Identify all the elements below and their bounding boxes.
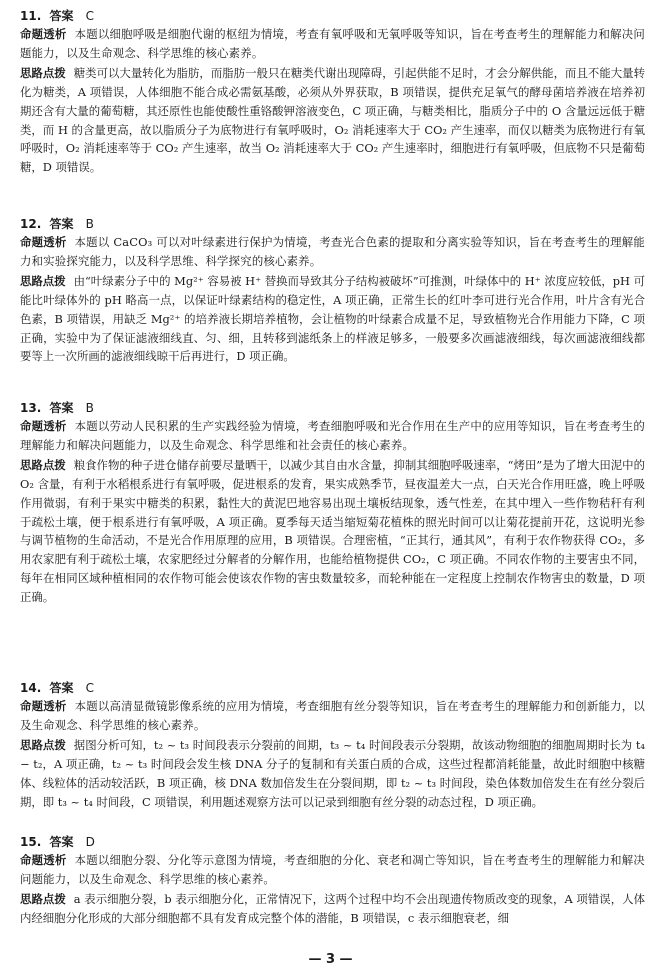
- question-13: [20, 400, 645, 607]
- tips-label: 思路点拨: [20, 457, 66, 472]
- analysis-label: 命题透析: [20, 853, 67, 867]
- question-11: [20, 8, 645, 177]
- tips-label: 思路点拨: [20, 65, 66, 80]
- answer-value: D: [85, 835, 95, 849]
- analysis-paragraph: [20, 851, 645, 889]
- answer-line: [20, 400, 645, 416]
- analysis-paragraph: [20, 25, 645, 63]
- tips-label: 思路点拨: [20, 273, 66, 288]
- answer-line: [20, 216, 645, 232]
- answer-label: 答案: [49, 681, 74, 695]
- analysis-text: 本题以劳动人民积累的生产实践经验为情境，考查细胞呼吸和光合作用在生产中的应用等知识，旨在考查考生的理解能力和解决问题能力，以及生命观念、科学思维和社会责任的核心素养。: [20, 419, 645, 452]
- tips-text: a 表示细胞分裂，b 表示细胞分化，正常情况下，这两个过程中均不会出现遗传物质改变的现象，A 项错误，人体内经细胞分化形成的大部分细胞都不具有发育成完整个体的潜能，B 项错误，c 表示细胞衰老，细: [20, 891, 645, 925]
- tips-label: 思路点拨: [20, 737, 66, 752]
- tips-paragraph: [20, 64, 645, 177]
- analysis-label: 命题透析: [20, 699, 67, 713]
- question-12: [20, 216, 645, 366]
- answer-line: [20, 8, 645, 24]
- analysis-label: 命题透析: [20, 235, 67, 249]
- analysis-text: 本题以细胞分裂、分化等示意图为情境，考查细胞的分化、衰老和凋亡等知识，旨在考查考生的理解能力和解决问题能力，以及生命观念、科学思维的核心素养。: [20, 853, 645, 886]
- tips-text: 粮食作物的种子进仓储存前要尽量晒干，以减少其自由水含量，抑制其细胞呼吸速率，“烤田”是为了增大田泥中的 O₂ 含量，有利于水稻根系进行有氧呼吸，促进根系的发育，果实成熟季节，昼夜温差大一点，白天光合作用旺盛，晚上呼吸作用微弱，有利于果实中糖类的积累，黏性大的黄泥巴地容易出现土壤板结现象，透气性差，在其中埋入一些作物秸秆有利于疏松土壤，便于根系进行有氧呼吸，A 项正确。夏季每天适当缩短菊花植株的照光时间可以让菊花提前开花，这说明光参与调节植物的生命活动，不是光合作用原理的应用，B 项错误。合理密植，“正其行，通其风”，有利于农作物获得 CO₂，多用农家肥有利于疏松土壤，农家肥经过分解者的分解作用，也能给植物提供 CO₂，C 项正确。不同农作物的主要害虫不同，每年在相同区域种植相同的农作物可能会使该农作物的害虫数量较多，而轮种能在一定程度上控制农作物害虫的数量，D 项正确。: [20, 457, 645, 605]
- tips-paragraph: [20, 890, 645, 928]
- tips-paragraph: [20, 272, 645, 367]
- analysis-text: 本题以细胞呼吸是细胞代谢的枢纽为情境，考查有氧呼吸和无氧呼吸等知识，旨在考查考生的理解能力和解决问题能力，以及生命观念、科学思维的核心素养。: [20, 27, 645, 60]
- analysis-paragraph: [20, 417, 645, 455]
- page-number: — 3 —: [308, 952, 353, 967]
- tips-paragraph: [20, 456, 645, 607]
- analysis-paragraph: [20, 233, 645, 271]
- question-number: 12.: [20, 217, 42, 231]
- tips-text: 糖类可以大量转化为脂肪，而脂肪一般只在糖类代谢出现障碍，引起供能不足时，才会分解供能，而且不能大量转化为糖类，A 项错误，人体细胞不能合成必需氨基酸，必须从外界获取，B 项错误，提供充足氧气的酵母菌培养液在培养初期还含有大量的葡萄糖，其还原性也能使酸性重铬酸钾溶液变色，C 项正确，与糖类相比，脂质分子中的 O 含量远远低于糖类，而 H 的含量更高，故以脂质分子为底物进行有氧呼吸时，O₂ 消耗速率大于 CO₂ 产生速率，而仅以糖类为底物进行有氧呼吸时，O₂ 消耗速率等于 CO₂ 产生速率，故当 O₂ 消耗速率大于 CO₂ 产生速率时，细胞进行有氧呼吸，但底物不只是葡萄糖，D 项错误。: [20, 65, 645, 175]
- analysis-text: 本题以 CaCO₃ 可以对叶绿素进行保护为情境，考查光合色素的提取和分离实验等知识，旨在考查考生的理解能力和实验探究能力，以及科学思维、科学探究的核心素养。: [20, 235, 645, 268]
- question-15: [20, 834, 645, 928]
- answer-label: 答案: [49, 401, 74, 415]
- analysis-label: 命题透析: [20, 27, 67, 41]
- answer-line: [20, 680, 645, 696]
- answer-value: C: [85, 9, 95, 23]
- tips-text: 据图分析可知，t₂ ~ t₃ 时间段表示分裂前的间期，t₃ ~ t₄ 时间段表示分裂期，故该动物细胞的细胞周期时长为 t₄ − t₂，A 项正确，t₂ ~ t₃ 时间段会发生核 DNA 分子的复制和有关蛋白质的合成，这些过程都消耗能量，故此时细胞中核糖体、线粒体的活动较活跃，B 项正确，核 DNA 数加倍发生在分裂间期，即 t₂ ~ t₃ 时间段，染色体数加倍发生在有丝分裂后期，即 t₃ ~ t₄ 时间段，C 项错误，利用题述观察方法可以记录到细胞有丝分裂的动态过程，D 项正确。: [20, 737, 645, 809]
- question-14: [20, 680, 645, 811]
- question-number: 14.: [20, 681, 42, 695]
- question-number: 15.: [20, 835, 42, 849]
- answer-value: B: [85, 401, 94, 415]
- answer-label: 答案: [49, 217, 74, 231]
- question-number: 13.: [20, 401, 42, 415]
- tips-text: 由“叶绿素分子中的 Mg²⁺ 容易被 H⁺ 替换而导致其分子结构被破坏”可推测，叶绿体中的 H⁺ 浓度应较低，pH 可能比叶绿体外的 pH 略高一点，以保证叶绿素结构的稳定性，A 项正确，正常生长的红叶李可进行光合作用，叶片含有光合色素，B 项错误，用缺乏 Mg²⁺ 的培养液长期培养植物，会让植物的叶绿素合成量不足，导致植物光合作用能力下降，C 项正确，实验中为了保证滤液细线直、匀、细，且转移到滤纸条上的样液足够多，一般要多次画滤液细线，每次画滤液细线都要等上一次所画的滤液细线晾干后再进行，D 项正确。: [20, 273, 645, 364]
- tips-paragraph: [20, 736, 645, 812]
- answer-value: C: [85, 681, 95, 695]
- analysis-label: 命题透析: [20, 419, 67, 433]
- answer-line: [20, 834, 645, 850]
- answer-label: 答案: [49, 9, 74, 23]
- answer-value: B: [85, 217, 94, 231]
- analysis-paragraph: [20, 697, 645, 735]
- answer-label: 答案: [49, 835, 74, 849]
- question-number: 11.: [20, 9, 42, 23]
- tips-label: 思路点拨: [20, 891, 66, 906]
- analysis-text: 本题以高清显微镜影像系统的应用为情境，考查细胞有丝分裂等知识，旨在考查考生的理解能力和创新能力，以及生命观念、科学思维的核心素养。: [20, 699, 645, 732]
